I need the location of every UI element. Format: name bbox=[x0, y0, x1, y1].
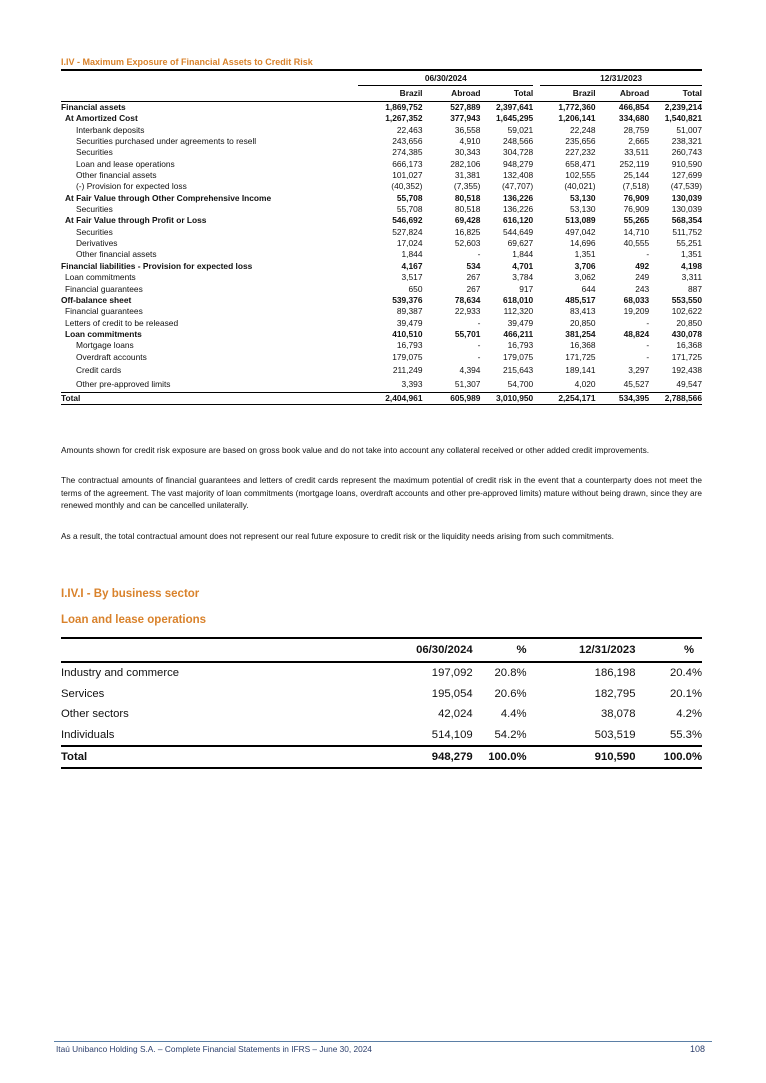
cell-value: 19,209 bbox=[623, 306, 650, 317]
cell-value: 910,590 bbox=[535, 746, 642, 768]
subsection-title: I.IV.I - By business sector bbox=[61, 588, 200, 600]
cell-value: 644 bbox=[581, 283, 596, 294]
cell-value: 112,320 bbox=[503, 306, 534, 317]
cell-value: 211,249 bbox=[392, 364, 423, 375]
cell-value: 45,527 bbox=[623, 379, 650, 390]
table-row bbox=[61, 284, 702, 295]
column-header: Abroad bbox=[596, 86, 650, 102]
row-label: Letters of credit to be released bbox=[65, 317, 179, 328]
column-header: 12/31/2023 bbox=[535, 638, 642, 662]
cell-value: 3,393 bbox=[401, 379, 423, 390]
cell-value: 189,141 bbox=[565, 364, 596, 375]
cell-value: 227,232 bbox=[565, 147, 596, 158]
cell-value: 260,743 bbox=[671, 147, 702, 158]
cell-value: 910,590 bbox=[671, 158, 702, 169]
cell-value: 16,368 bbox=[569, 340, 596, 351]
cell-value: 410,510 bbox=[392, 328, 423, 339]
cell-value: 179,075 bbox=[502, 351, 534, 362]
cell-value: 22,933 bbox=[454, 306, 481, 317]
cell-value: 38,078 bbox=[600, 708, 636, 721]
cell-value: 948,279 bbox=[502, 158, 534, 169]
cell-value: 195,054 bbox=[431, 687, 473, 700]
cell-value: (7,518) bbox=[622, 181, 650, 192]
table-row bbox=[61, 318, 702, 329]
cell-value: 14,710 bbox=[623, 226, 650, 237]
cell-value: 182,795 bbox=[594, 687, 636, 700]
row-label: Mortgage loans bbox=[76, 340, 134, 351]
cell-value: 534,395 bbox=[596, 392, 650, 404]
cell-value: 466,211 bbox=[503, 328, 534, 339]
cell-value: 616,120 bbox=[502, 215, 534, 226]
cell-value: 136,226 bbox=[502, 204, 534, 215]
column-header: Brazil bbox=[540, 86, 595, 102]
cell-value: 948,279 bbox=[340, 746, 473, 768]
cell-value: 4.4% bbox=[500, 708, 527, 721]
cell-value: - bbox=[646, 317, 650, 328]
cell-value: 267 bbox=[466, 272, 481, 283]
row-label: Financial guarantees bbox=[65, 306, 143, 317]
cell-value: 527,824 bbox=[392, 226, 423, 237]
cell-value: - bbox=[477, 340, 481, 351]
period-header-2024: 06/30/2024 bbox=[358, 70, 533, 86]
cell-value: 3,297 bbox=[628, 364, 650, 375]
total-row bbox=[61, 392, 702, 404]
cell-value: 59,021 bbox=[507, 124, 534, 135]
cell-value: 78,634 bbox=[454, 294, 481, 305]
period-header-2023: 12/31/2023 bbox=[540, 70, 702, 86]
cell-value: 53,130 bbox=[569, 192, 596, 203]
cell-value: - bbox=[646, 340, 650, 351]
cell-value: 69,627 bbox=[507, 238, 534, 249]
cell-value: 4,910 bbox=[459, 136, 481, 147]
cell-value: 28,759 bbox=[623, 124, 650, 135]
row-label: Total bbox=[61, 746, 340, 768]
cell-value: 3,517 bbox=[401, 272, 423, 283]
cell-value: 136,226 bbox=[502, 192, 534, 203]
cell-value: 235,656 bbox=[565, 136, 596, 147]
table-row bbox=[61, 377, 702, 392]
table-header-periods bbox=[61, 70, 702, 86]
cell-value: 40,555 bbox=[623, 238, 650, 249]
row-label: Services bbox=[61, 687, 105, 700]
row-label: At Fair Value through Other Comprehensive Income bbox=[65, 192, 272, 203]
table-row bbox=[61, 704, 702, 725]
cell-value: 4,198 bbox=[681, 260, 702, 271]
cell-value: 25,144 bbox=[623, 170, 650, 181]
row-label: Individuals bbox=[61, 728, 115, 741]
cell-value: 16,793 bbox=[396, 340, 423, 351]
cell-value: 238,321 bbox=[671, 136, 702, 147]
credit-exposure-table bbox=[61, 69, 702, 405]
cell-value: 89,387 bbox=[396, 306, 423, 317]
footer-divider bbox=[54, 1041, 712, 1042]
row-label: Financial liabilities - Provision for expected loss bbox=[61, 260, 253, 271]
cell-value: 497,042 bbox=[565, 226, 596, 237]
cell-value: 1,844 bbox=[512, 249, 534, 260]
cell-value: 54,700 bbox=[507, 379, 534, 390]
section-title: I.IV - Maximum Exposure of Financial Assets to Credit Risk bbox=[61, 57, 313, 67]
table-row bbox=[61, 306, 702, 317]
row-label: At Fair Value through Profit or Loss bbox=[65, 215, 207, 226]
row-label: Securities purchased under agreements to resell bbox=[76, 136, 257, 147]
cell-value: 511,752 bbox=[672, 226, 702, 237]
table-row bbox=[61, 125, 702, 136]
cell-value: 546,692 bbox=[392, 215, 423, 226]
table-row bbox=[61, 113, 702, 124]
cell-value: 3,311 bbox=[681, 272, 702, 283]
cell-value: 52,603 bbox=[454, 238, 481, 249]
row-label: Other sectors bbox=[61, 708, 129, 721]
column-header: % bbox=[473, 638, 535, 662]
cell-value: 248,566 bbox=[502, 136, 534, 147]
row-label: Loan commitments bbox=[65, 328, 142, 339]
cell-value: 20.8% bbox=[494, 667, 527, 679]
cell-value: 102,622 bbox=[671, 306, 702, 317]
table-row bbox=[61, 147, 702, 158]
cell-value: 53,130 bbox=[569, 204, 596, 215]
cell-value: 30,343 bbox=[454, 147, 481, 158]
cell-value: 658,471 bbox=[565, 158, 596, 169]
row-label: Total bbox=[61, 392, 358, 404]
row-label: Off-balance sheet bbox=[61, 294, 132, 305]
table-row bbox=[61, 352, 702, 363]
cell-value: 54.2% bbox=[494, 728, 527, 741]
cell-value: 466,854 bbox=[618, 102, 650, 112]
cell-value: 101,027 bbox=[392, 170, 423, 181]
cell-value: 1,540,821 bbox=[664, 113, 702, 124]
cell-value: 83,413 bbox=[569, 306, 596, 317]
row-label: Industry and commerce bbox=[61, 667, 180, 679]
table-row bbox=[61, 261, 702, 272]
cell-value: 16,793 bbox=[507, 340, 534, 351]
table-row bbox=[61, 102, 702, 114]
cell-value: 381,254 bbox=[565, 328, 596, 339]
cell-value: - bbox=[646, 351, 650, 362]
table-row bbox=[61, 227, 702, 238]
subsubsection-title: Loan and lease operations bbox=[61, 614, 207, 626]
row-label: Other financial assets bbox=[76, 170, 157, 181]
cell-value: 252,119 bbox=[619, 158, 650, 169]
cell-value: 2,397,641 bbox=[495, 102, 534, 112]
cell-value: 4,394 bbox=[459, 364, 481, 375]
cell-value: 20.1% bbox=[669, 687, 702, 700]
cell-value: 17,024 bbox=[396, 238, 423, 249]
table-row bbox=[61, 249, 702, 260]
business-sector-table bbox=[61, 637, 702, 769]
cell-value: 3,062 bbox=[574, 272, 596, 283]
cell-value: - bbox=[477, 317, 481, 328]
cell-value: 1,351 bbox=[574, 249, 596, 260]
cell-value: 3,010,950 bbox=[480, 392, 533, 404]
cell-value: 485,517 bbox=[565, 294, 596, 305]
cell-value: 4,020 bbox=[574, 379, 596, 390]
cell-value: 3,784 bbox=[512, 272, 534, 283]
row-label: Securities bbox=[76, 204, 113, 215]
cell-value: 215,643 bbox=[502, 364, 534, 375]
row-label: Securities bbox=[76, 226, 113, 237]
cell-value: 49,547 bbox=[676, 379, 702, 390]
row-label: Loan and lease operations bbox=[76, 158, 175, 169]
cell-value: 666,173 bbox=[392, 158, 423, 169]
cell-value: 2,254,171 bbox=[540, 392, 595, 404]
row-label: (-) Provision for expected loss bbox=[76, 181, 187, 192]
row-label: Interbank deposits bbox=[76, 124, 145, 135]
table-header bbox=[61, 638, 702, 662]
table-row bbox=[61, 340, 702, 351]
cell-value: 2,404,961 bbox=[358, 392, 422, 404]
cell-value: 33,511 bbox=[624, 147, 650, 158]
table-row bbox=[61, 295, 702, 306]
table-row bbox=[61, 363, 702, 378]
cell-value: (7,355) bbox=[453, 181, 481, 192]
footer-text: Itaú Unibanco Holding S.A. – Complete Financial Statements in IFRS – June 30, 2024 bbox=[56, 1044, 372, 1054]
cell-value: 171,725 bbox=[565, 351, 596, 362]
table-row bbox=[61, 272, 702, 283]
cell-value: 282,106 bbox=[450, 158, 481, 169]
cell-value: 39,479 bbox=[396, 317, 423, 328]
row-label: Financial assets bbox=[61, 102, 126, 112]
cell-value: 102,555 bbox=[565, 170, 596, 181]
cell-value: 534 bbox=[466, 260, 481, 271]
cell-value: 4.2% bbox=[676, 708, 702, 721]
cell-value: 544,649 bbox=[502, 226, 534, 237]
cell-value: 55,701 bbox=[454, 328, 481, 339]
cell-value: 430,078 bbox=[671, 328, 702, 339]
cell-value: 605,989 bbox=[422, 392, 480, 404]
cell-value: 55,708 bbox=[396, 192, 423, 203]
paragraph-contractual-amounts: The contractual amounts of financial guarantees and letters of credit cards represent the maximum potential of credit risk in the event that a counterparty does not meet the terms of the agreement. The vast majority of loan commitments (mortgage loans, overdraft accounts and other pre-approved limits) mature without being drawn, since they are renewed monthly and can be cancelled unilaterally. bbox=[61, 475, 702, 510]
table-row bbox=[61, 204, 702, 215]
cell-value: 249 bbox=[635, 272, 650, 283]
column-header: Abroad bbox=[422, 86, 480, 102]
column-header: Total bbox=[480, 86, 533, 102]
cell-value: 514,109 bbox=[431, 728, 473, 741]
cell-value: 186,198 bbox=[594, 667, 636, 679]
cell-value: 39,479 bbox=[507, 317, 534, 328]
table-row bbox=[61, 238, 702, 249]
cell-value: 527,889 bbox=[450, 102, 481, 112]
cell-value: 171,725 bbox=[671, 351, 702, 362]
table-row bbox=[61, 725, 702, 747]
cell-value: 3,706 bbox=[574, 260, 596, 271]
row-label: Other financial assets bbox=[76, 249, 157, 260]
table-row bbox=[61, 215, 702, 226]
cell-value: 4,701 bbox=[512, 260, 534, 271]
cell-value: (40,021) bbox=[564, 181, 596, 192]
cell-value: 1,869,752 bbox=[385, 102, 423, 112]
cell-value: 127,699 bbox=[671, 170, 702, 181]
cell-value: 16,825 bbox=[454, 226, 481, 237]
cell-value: 20.4% bbox=[669, 667, 702, 679]
cell-value: 20.6% bbox=[494, 687, 527, 700]
cell-value: 76,909 bbox=[623, 204, 650, 215]
cell-value: 22,248 bbox=[569, 124, 596, 135]
cell-value: - bbox=[477, 249, 481, 260]
table-header-columns bbox=[61, 86, 702, 102]
total-row bbox=[61, 746, 702, 768]
table-row bbox=[61, 329, 702, 340]
paragraph-conclusion: As a result, the total contractual amount does not represent our real future exposure to credit risk or the liquidity needs arising from such commitments. bbox=[61, 531, 614, 541]
cell-value: 76,909 bbox=[623, 192, 650, 203]
cell-value: 100.0% bbox=[473, 746, 535, 768]
row-label: Loan commitments bbox=[65, 272, 136, 283]
row-label: Overdraft accounts bbox=[76, 351, 147, 362]
cell-value: 503,519 bbox=[594, 728, 636, 741]
cell-value: 568,354 bbox=[671, 215, 702, 226]
cell-value: 36,558 bbox=[454, 124, 481, 135]
cell-value: 650 bbox=[408, 283, 423, 294]
cell-value: 377,943 bbox=[450, 113, 481, 124]
cell-value: 130,039 bbox=[671, 204, 702, 215]
table-row bbox=[61, 662, 702, 684]
table-row bbox=[61, 193, 702, 204]
cell-value: 80,518 bbox=[454, 192, 481, 203]
cell-value: 20,850 bbox=[569, 317, 596, 328]
cell-value: 22,463 bbox=[396, 124, 423, 135]
cell-value: 55.3% bbox=[669, 728, 702, 741]
table-row bbox=[61, 136, 702, 147]
cell-value: 1,772,360 bbox=[558, 102, 596, 112]
cell-value: 513,089 bbox=[565, 215, 596, 226]
cell-value: - bbox=[477, 351, 481, 362]
cell-value: 618,010 bbox=[502, 294, 534, 305]
row-label: Financial guarantees bbox=[65, 283, 143, 294]
cell-value: 51,307 bbox=[454, 379, 481, 390]
cell-value: 132,408 bbox=[502, 170, 534, 181]
cell-value: 16,368 bbox=[676, 340, 702, 351]
cell-value: (47,539) bbox=[670, 181, 702, 192]
table-row bbox=[61, 170, 702, 181]
cell-value: 192,438 bbox=[671, 364, 702, 375]
table-row bbox=[61, 684, 702, 705]
cell-value: 68,033 bbox=[623, 294, 650, 305]
cell-value: 4,167 bbox=[401, 260, 423, 271]
cell-value: 553,550 bbox=[671, 294, 702, 305]
row-label: Derivatives bbox=[76, 238, 118, 249]
cell-value: 197,092 bbox=[431, 667, 473, 679]
cell-value: (47,707) bbox=[502, 181, 534, 192]
cell-value: - bbox=[646, 249, 650, 260]
cell-value: 1,645,295 bbox=[495, 113, 534, 124]
cell-value: 1,267,352 bbox=[385, 113, 423, 124]
row-label: Credit cards bbox=[76, 364, 122, 375]
cell-value: (40,352) bbox=[391, 181, 423, 192]
cell-value: 48,824 bbox=[623, 328, 650, 339]
cell-value: 304,728 bbox=[502, 147, 534, 158]
cell-value: 55,251 bbox=[676, 238, 702, 249]
row-label: Other pre-approved limits bbox=[76, 379, 171, 390]
cell-value: 2,788,566 bbox=[649, 392, 702, 404]
cell-value: 42,024 bbox=[438, 708, 473, 721]
cell-value: 69,428 bbox=[454, 215, 481, 226]
column-header: Total bbox=[649, 86, 702, 102]
cell-value: 51,007 bbox=[676, 124, 702, 135]
cell-value: 1,206,141 bbox=[558, 113, 596, 124]
cell-value: 243 bbox=[635, 283, 650, 294]
cell-value: 243,656 bbox=[392, 136, 423, 147]
cell-value: 14,696 bbox=[569, 238, 596, 249]
cell-value: 55,265 bbox=[623, 215, 650, 226]
cell-value: 492 bbox=[635, 260, 650, 271]
page-number: 108 bbox=[690, 1044, 706, 1054]
table-row bbox=[61, 159, 702, 170]
cell-value: 267 bbox=[466, 283, 481, 294]
cell-value: 20,850 bbox=[676, 317, 702, 328]
paragraph-gross-book-value: Amounts shown for credit risk exposure are based on gross book value and do not take into account any collateral received or other added credit improvements. bbox=[61, 445, 650, 455]
cell-value: 55,708 bbox=[396, 204, 423, 215]
cell-value: 2,239,214 bbox=[664, 102, 702, 112]
cell-value: 334,680 bbox=[618, 113, 650, 124]
column-header: Brazil bbox=[358, 86, 422, 102]
column-header: % bbox=[642, 638, 703, 662]
cell-value: 539,376 bbox=[392, 294, 423, 305]
cell-value: 80,518 bbox=[454, 204, 481, 215]
cell-value: 130,039 bbox=[671, 192, 702, 203]
cell-value: 1,351 bbox=[681, 249, 702, 260]
cell-value: 887 bbox=[688, 283, 702, 294]
cell-value: 917 bbox=[519, 283, 534, 294]
column-header: 06/30/2024 bbox=[340, 638, 473, 662]
cell-value: 100.0% bbox=[642, 746, 703, 768]
cell-value: 1,844 bbox=[401, 249, 423, 260]
cell-value: 274,385 bbox=[392, 147, 423, 158]
row-label: At Amortized Cost bbox=[65, 113, 138, 124]
cell-value: 31,381 bbox=[454, 170, 481, 181]
cell-value: 2,665 bbox=[628, 136, 650, 147]
table-row bbox=[61, 181, 702, 192]
row-label: Securities bbox=[76, 147, 113, 158]
cell-value: 179,075 bbox=[392, 351, 423, 362]
